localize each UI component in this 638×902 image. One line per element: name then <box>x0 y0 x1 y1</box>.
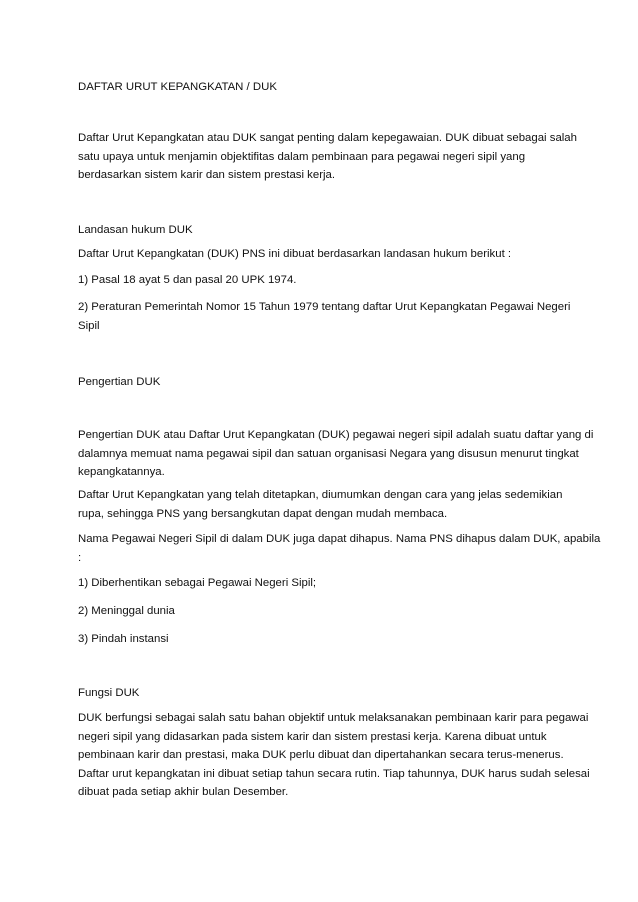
pengertian-line: Nama Pegawai Negeri Sipil di dalam DUK juga dapat dihapus. Nama PNS dihapus dalam DUK, apabila <box>78 533 601 545</box>
pengertian-paragraph-2 <box>78 486 564 523</box>
fungsi-line: Daftar urut kepangkatan ini dibuat setiap tahun secara rutin. Tiap tahunnya, DUK harus sudah selesai <box>78 767 590 780</box>
pengertian-heading: Pengertian DUK <box>78 376 161 388</box>
pengertian-line: Daftar Urut Kepangkatan yang telah ditetapkan, diumumkan dengan cara yang jelas sedemikian <box>78 489 563 501</box>
intro-line: Daftar Urut Kepangkatan atau DUK sangat penting dalam kepegawaian. DUK dibuat sebagai salah <box>78 132 577 144</box>
document-title: DAFTAR URUT KEPANGKATAN / DUK <box>78 81 277 93</box>
pengertian-line: dalamnya memuat nama pegawai sipil dan satuan organisasi Negara yang disusun menurut tingkat <box>78 447 579 460</box>
pengertian-line: rupa, sehingga PNS yang bersangkutan dapat dengan mudah membaca. <box>78 507 448 520</box>
landasan-item-1: 1) Pasal 18 ayat 5 dan pasal 20 UPK 1974. <box>78 274 297 286</box>
pengertian-line: : <box>78 551 82 564</box>
pengertian-line: Pengertian DUK atau Daftar Urut Kepangkatan (DUK) pegawai negeri sipil adalah suatu daftar yang di <box>78 429 594 441</box>
intro-paragraph <box>78 129 577 185</box>
fungsi-line: DUK berfungsi sebagai salah satu bahan objektif untuk melaksanakan pembinaan karir para pegawai <box>78 712 589 724</box>
fungsi-line: dibuat pada setiap akhir bulan Desember. <box>78 786 289 798</box>
landasan-item-2-line: 2) Peraturan Pemerintah Nomor 15 Tahun 1979 tentang daftar Urut Kepangkatan Pegawai Negeri <box>78 301 571 313</box>
landasan-intro: Daftar Urut Kepangkatan (DUK) PNS ini dibuat berdasarkan landasan hukum berikut : <box>78 248 512 260</box>
list-item: 1) Diberhentikan sebagai Pegawai Negeri Sipil; <box>78 577 317 589</box>
landasan-heading: Landasan hukum DUK <box>78 224 193 236</box>
fungsi-line: negeri sipil yang didasarkan pada sistem karir dan sistem prestasi kerja. Karena dibuat untuk <box>78 730 547 743</box>
pengertian-paragraph-3 <box>78 530 601 567</box>
pengertian-paragraph-1 <box>78 426 594 482</box>
list-item: 2) Meninggal dunia <box>78 605 175 617</box>
pengertian-line: kepangkatannya. <box>78 466 165 478</box>
intro-line: satu upaya untuk menjamin objektifitas dalam pembinaan para pegawai negeri sipil yang <box>78 150 526 163</box>
intro-line: berdasarkan sistem karir dan sistem prestasi kerja. <box>78 169 336 181</box>
fungsi-line: pembinaan karir dan prestasi, maka DUK perlu dibuat dan dipertahankan secara terus-menerus. <box>78 749 564 761</box>
fungsi-heading: Fungsi DUK <box>78 687 140 699</box>
landasan-item-2 <box>78 298 571 335</box>
fungsi-paragraph <box>78 709 590 802</box>
landasan-item-2-line: Sipil <box>78 319 100 332</box>
list-item: 3) Pindah instansi <box>78 633 169 645</box>
